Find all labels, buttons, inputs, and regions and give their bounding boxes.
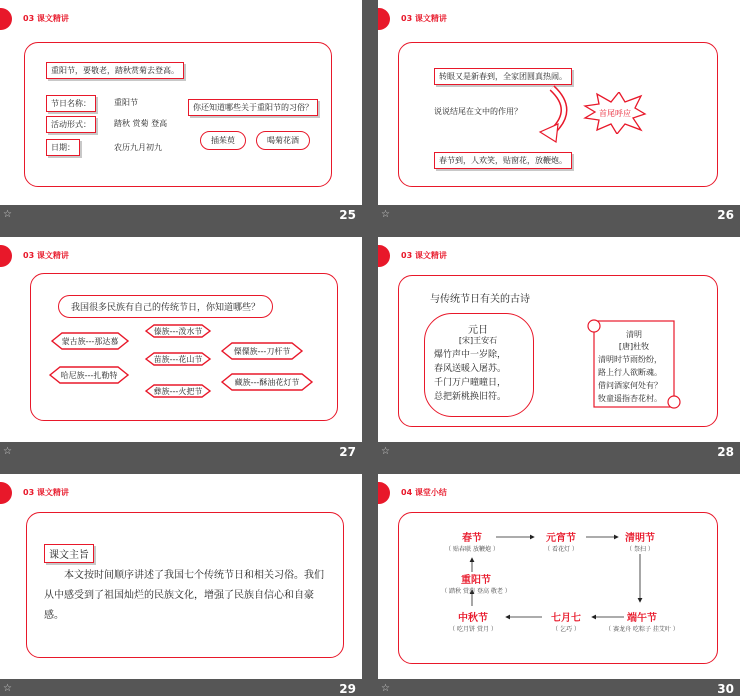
poem1-line: 千门万户曈曈日， <box>434 378 507 388</box>
slide-26[interactable] <box>378 0 740 205</box>
banner-text: 重阳节，要敬老，踏秋赏菊去登高。 <box>46 62 184 79</box>
slide-number: 28 <box>717 445 734 459</box>
value-date: 农历九月初九 <box>114 143 162 152</box>
curved-arrow-icon <box>536 84 576 144</box>
poem1-author: [宋]王安石 <box>458 336 498 345</box>
slide-30[interactable] <box>378 474 740 679</box>
custom-jiuhua: 喝菊花酒 <box>256 131 310 150</box>
slide-27[interactable] <box>0 237 362 442</box>
question-text: 我国很多民族有自己的传统节日，你知道哪些？ <box>58 295 273 318</box>
custom-zhuyu: 插茱萸 <box>200 131 246 150</box>
node-duanwu: 端午节 （ 赛龙舟 吃粽子 挂艾叶 ） <box>605 613 679 633</box>
poem1-line: 爆竹声中一岁除， <box>434 350 507 360</box>
slide-number: 29 <box>339 682 356 696</box>
poem2-line: 路上行人欲断魂。 <box>598 368 662 377</box>
node-chongyang: 重阳节 （ 踏秋 赏菊 登高 敬老 ） <box>441 575 511 595</box>
header-dot-icon <box>378 245 390 267</box>
poems-title: 与传统节日有关的古诗 <box>430 294 530 305</box>
footer-29 <box>0 679 362 695</box>
star-icon: ☆ <box>3 209 12 220</box>
node-qingming: 清明节 （ 祭扫 ） <box>625 533 655 553</box>
top-line: 转眼又是新春到，全家团圆真热闹。 <box>434 68 572 85</box>
slide-29[interactable] <box>0 474 362 679</box>
header-dot-icon <box>0 8 12 30</box>
section-title: 03 课文精讲 <box>23 14 69 23</box>
footer-26 <box>378 205 740 227</box>
slide-number: 27 <box>339 445 356 459</box>
theme-paragraph: 本文按时间顺序讲述了我国七个传统节日和相关习俗。我们从中感受到了祖国灿烂的民族文化，增强了民族自信心和自豪感。 <box>44 570 324 621</box>
node-qixi: 七月七 （ 乞巧 ） <box>551 613 581 633</box>
footer-27 <box>0 442 362 464</box>
section-title: 03 课文精讲 <box>401 251 447 260</box>
festival-lisu: 傈僳族---刀杆节 <box>233 347 291 356</box>
star-icon: ☆ <box>381 683 390 694</box>
value-activity: 踏秋 赏菊 登高 <box>114 119 168 128</box>
footer-28 <box>378 442 740 464</box>
poem1-line: 总把新桃换旧符。 <box>434 392 507 402</box>
festival-miao: 苗族---花山节 <box>153 355 203 364</box>
question-text: 你还知道哪些关于重阳节的习俗？ <box>188 99 318 116</box>
festival-yi: 彝族---火把节 <box>153 387 203 396</box>
footer-25 <box>0 205 362 227</box>
theme-label: 课文主旨 <box>44 544 94 563</box>
slide-number: 25 <box>339 208 356 222</box>
slide-number: 30 <box>717 682 734 696</box>
node-midautumn: 中秋节 （ 吃月饼 赏月 ） <box>449 613 497 633</box>
poem2-line: 牧童遥指杏花村。 <box>598 394 662 403</box>
section-title: 04 课堂小结 <box>401 488 447 497</box>
node-spring: 春节 （ 贴春联 放鞭炮 ） <box>445 533 499 553</box>
header-dot-icon <box>378 8 390 30</box>
section-title: 03 课文精讲 <box>23 251 69 260</box>
festival-zang: 藏族---酥油花灯节 <box>234 378 300 387</box>
poem2-title: 清明 <box>626 330 642 339</box>
star-icon: ☆ <box>3 446 12 457</box>
festival-mongol: 蒙古族---那达慕 <box>61 337 119 346</box>
bottom-line: 春节到，人欢笑，贴窗花，放鞭炮。 <box>434 152 572 169</box>
section-title: 03 课文精讲 <box>23 488 69 497</box>
star-icon: ☆ <box>381 209 390 220</box>
poem1-line: 春风送暖入屠苏。 <box>434 364 507 374</box>
section-title: 03 课文精讲 <box>401 14 447 23</box>
slide-28[interactable] <box>378 237 740 442</box>
poem2-author: [唐]杜牧 <box>618 342 650 351</box>
burst-text: 首尾呼应 <box>599 109 631 118</box>
slide-25[interactable] <box>0 0 362 205</box>
header-dot-icon <box>0 482 12 504</box>
star-icon: ☆ <box>3 683 12 694</box>
label-name: 节日名称： <box>46 95 96 112</box>
footer-30 <box>378 679 740 695</box>
label-date: 日期： <box>46 139 80 156</box>
poem2-line: 借问酒家何处有？ <box>598 381 662 390</box>
poem2-line: 清明时节雨纷纷， <box>598 355 662 364</box>
value-name: 重阳节 <box>114 98 138 107</box>
poem1-title: 元日 <box>468 325 488 336</box>
star-icon: ☆ <box>381 446 390 457</box>
node-lantern: 元宵节 （ 看花灯 ） <box>544 533 578 553</box>
festival-hani: 哈尼族---扎勒特 <box>60 371 118 380</box>
festival-dai: 傣族---泼水节 <box>153 327 203 336</box>
label-activity: 活动形式： <box>46 116 96 133</box>
slide-number: 26 <box>717 208 734 222</box>
question-text: 说说结尾在文中的作用？ <box>434 107 522 116</box>
